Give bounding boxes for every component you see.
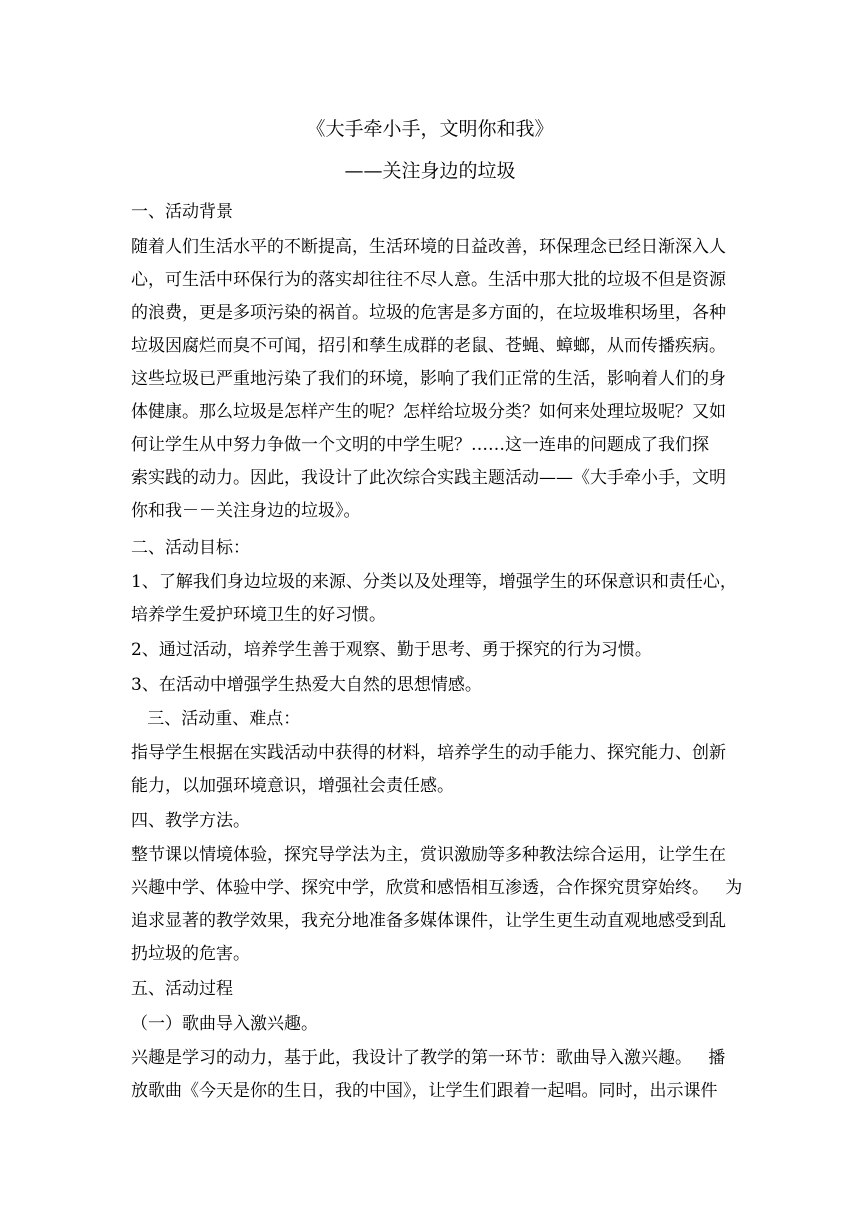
paragraph-line: 追求显著的教学效果，我充分地准备多媒体课件，让学生更生动直观地感受到乱: [131, 911, 726, 931]
paragraph-line: 2、通过活动，培养学生善于观察、勤于思考、勇于探究的行为习惯。: [131, 640, 652, 660]
section-heading-methods: 四、教学方法。: [131, 811, 250, 831]
paragraph-line: 何让学生从中努力争做一个文明的中学生呢？……这一连串的问题成了我们探: [131, 435, 709, 455]
paragraph-line: 整节课以情境体验，探究导学法为主，赏识激励等多种教法综合运用，让学生在: [131, 845, 726, 865]
paragraph-line: 兴趣中学、体验中学、探究中学，欣赏和感悟相互渗透，合作探究贯穿始终。 为: [131, 878, 743, 898]
section-heading-goals: 二、活动目标：: [131, 538, 250, 558]
paragraph-line: 能力，以加强环境意识，增强社会责任感。: [131, 776, 454, 796]
section-heading-background: 一、活动背景: [131, 202, 233, 222]
subsection-heading: （一）歌曲导入激兴趣。: [131, 1014, 318, 1034]
paragraph-line: 兴趣是学习的动力，基于此，我设计了教学的第一环节：歌曲导入激兴趣。 播: [131, 1048, 726, 1068]
paragraph-line: 体健康。那么垃圾是怎样产生的呢？怎样给垃圾分类？如何来处理垃圾呢？又如: [131, 402, 726, 422]
paragraph-line: 3、在活动中增强学生热爱大自然的思想情感。: [131, 675, 482, 695]
paragraph-line: 心，可生活中环保行为的落实却往往不尽人意。生活中那大批的垃圾不但是资源: [131, 270, 726, 290]
paragraph-line: 放歌曲《今天是你的生日，我的中国》，让学生们跟着一起唱。同时，出示课件: [131, 1081, 718, 1101]
paragraph-line: 这些垃圾已严重地污染了我们的环境，影响了我们正常的生活，影响着人们的身: [131, 369, 726, 389]
paragraph-line: 培养学生爱护环境卫生的好习惯。: [131, 605, 386, 625]
paragraph-line: 的浪费，更是多项污染的祸首。垃圾的危害是多方面的，在垃圾堆积场里，各种: [131, 303, 726, 323]
paragraph-line: 垃圾因腐烂而臭不可闻，招引和孳生成群的老鼠、苍蝇、蟑螂，从而传播疾病。: [131, 336, 726, 356]
paragraph-line: 1、了解我们身边垃圾的来源、分类以及处理等，增强学生的环保意识和责任心，: [131, 572, 737, 592]
paragraph-line: 扔垃圾的危害。: [131, 944, 250, 964]
paragraph-line: 索实践的动力。因此，我设计了此次综合实践主题活动——《大手牵小手，文明: [131, 468, 726, 488]
paragraph-line: 随着人们生活水平的不断提高，生活环境的日益改善，环保理念已经日渐深入人: [131, 237, 726, 257]
section-heading-process: 五、活动过程: [131, 979, 233, 999]
paragraph-line: 指导学生根据在实践活动中获得的材料，培养学生的动手能力、探究能力、创新: [131, 743, 726, 763]
document-subtitle: ——关注身边的垃圾: [344, 160, 516, 182]
section-heading-key-points: 三、活动重、难点：: [131, 709, 301, 729]
document-title: 《大手牵小手，文明你和我》: [306, 118, 554, 140]
paragraph-line: 你和我－－关注身边的垃圾》。: [131, 501, 361, 521]
